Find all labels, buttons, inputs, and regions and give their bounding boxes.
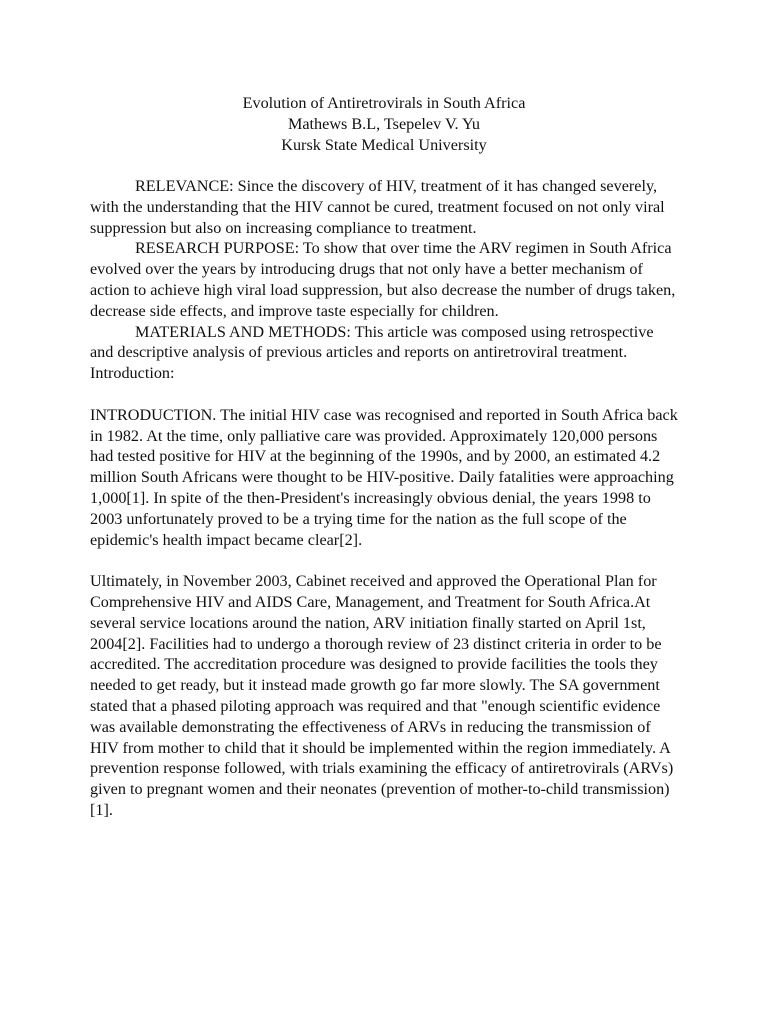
introduction-paragraph: INTRODUCTION. The initial HIV case was recognised and reported in South Africa back in 1982. At the time, only palliative care was provided. Approximately 120,000 persons had tested positive for HIV at the beginning of the 1990s, and by 2000, an estimated 4.2 million South Africans were thought to be HIV-positive. Daily fatalities were approaching 1,000[1]. In spite of the then-President's increasingly obvious denial, the years 1998 to 2003 unfortunately proved to be a trying time for the nation as the full scope of the epidemic's health impact became clear[2]. bbox=[90, 405, 678, 549]
document-body bbox=[90, 176, 680, 821]
paragraph-spacer bbox=[90, 550, 680, 571]
materials-methods-paragraph: MATERIALS AND METHODS: This article was composed using retrospective and descriptive analysis of previous articles and reports on antiretroviral treatment. bbox=[90, 322, 654, 362]
document-header bbox=[90, 93, 678, 155]
affiliation-line: Kursk State Medical University bbox=[281, 135, 487, 154]
introduction-heading: Introduction: bbox=[90, 364, 175, 383]
paragraph-spacer bbox=[90, 384, 680, 405]
relevance-paragraph: RELEVANCE: Since the discovery of HIV, treatment of it has changed severely, with the understanding that the HIV cannot be cured, treatment focused on not only viral suppression but also on increasing compliance to treatment. bbox=[90, 177, 665, 237]
body-paragraph-2: Ultimately, in November 2003, Cabinet received and approved the Operational Plan for Comprehensive HIV and AIDS Care, Management, and Treatment for South Africa.At several service locations around the nation, ARV initiation finally started on April 1st, 2004[2]. Facilities had to undergo a thorough review of 23 distinct criteria in order to be accredited. The accreditation procedure was designed to provide facilities the tools they needed to get ready, but it instead made growth go far more slowly. The SA government stated that a phased piloting approach was required and that "enough scientific evidence was available demonstrating the effectiveness of ARVs in reducing the transmission of HIV from mother to child that it should be implemented within the region immediately. A prevention response followed, with trials examining the efficacy of antiretrovirals (ARVs) given to pregnant women and their neonates (prevention of mother-to-child transmission)[1]. bbox=[90, 572, 674, 819]
research-purpose-paragraph: RESEARCH PURPOSE: To show that over time the ARV regimen in South Africa evolved over the years by introducing drugs that not only have a better mechanism of action to achieve high viral load suppression, but also decrease the number of drugs taken, decrease side effects, and improve taste especially for children. bbox=[90, 239, 676, 320]
authors-line: Mathews B.L, Tsepelev V. Yu bbox=[287, 114, 481, 133]
document-title: Evolution of Antiretrovirals in South Africa bbox=[242, 94, 526, 112]
